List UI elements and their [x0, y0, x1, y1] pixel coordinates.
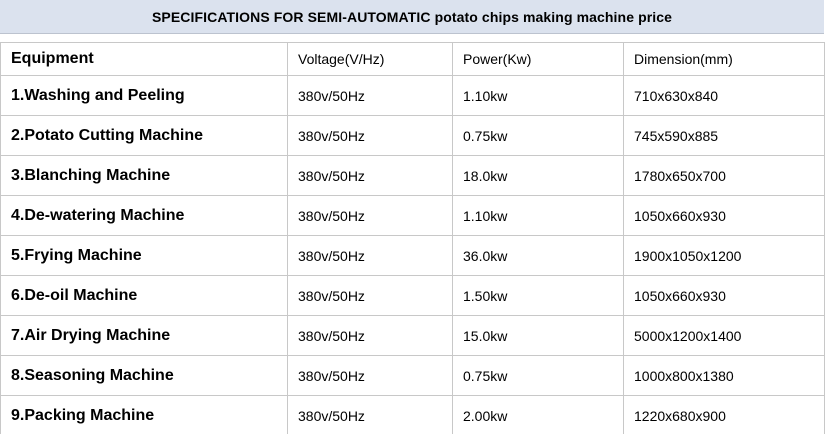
dimension-cell: 1000x800x1380 — [624, 356, 825, 396]
power-cell: 0.75kw — [453, 116, 624, 156]
column-header-voltage: Voltage(V/Hz) — [288, 43, 453, 76]
specifications-table — [0, 42, 825, 434]
table-row — [1, 156, 825, 196]
table-row — [1, 236, 825, 276]
table-title: SPECIFICATIONS FOR SEMI-AUTOMATIC potato chips making machine price — [0, 0, 824, 34]
dimension-cell: 1050x660x930 — [624, 196, 825, 236]
equipment-cell: 2.Potato Cutting Machine — [1, 116, 288, 156]
voltage-cell: 380v/50Hz — [288, 316, 453, 356]
power-cell: 0.75kw — [453, 356, 624, 396]
table-row — [1, 116, 825, 156]
header-row — [1, 43, 825, 76]
equipment-cell: 8.Seasoning Machine — [1, 356, 288, 396]
dimension-cell: 745x590x885 — [624, 116, 825, 156]
power-cell: 1.50kw — [453, 276, 624, 316]
voltage-cell: 380v/50Hz — [288, 396, 453, 434]
table-row — [1, 196, 825, 236]
equipment-cell: 6.De-oil Machine — [1, 276, 288, 316]
table-row — [1, 356, 825, 396]
voltage-cell: 380v/50Hz — [288, 156, 453, 196]
equipment-cell: 3.Blanching Machine — [1, 156, 288, 196]
power-cell: 1.10kw — [453, 76, 624, 116]
voltage-cell: 380v/50Hz — [288, 116, 453, 156]
column-header-dimension: Dimension(mm) — [624, 43, 825, 76]
equipment-cell: 7.Air Drying Machine — [1, 316, 288, 356]
table-row — [1, 76, 825, 116]
power-cell: 18.0kw — [453, 156, 624, 196]
equipment-cell: 4.De-watering Machine — [1, 196, 288, 236]
column-header-power: Power(Kw) — [453, 43, 624, 76]
dimension-cell: 5000x1200x1400 — [624, 316, 825, 356]
dimension-cell: 710x630x840 — [624, 76, 825, 116]
dimension-cell: 1220x680x900 — [624, 396, 825, 434]
equipment-cell: 1.Washing and Peeling — [1, 76, 288, 116]
power-cell: 2.00kw — [453, 396, 624, 434]
dimension-cell: 1780x650x700 — [624, 156, 825, 196]
power-cell: 15.0kw — [453, 316, 624, 356]
column-header-equipment: Equipment — [1, 43, 288, 76]
dimension-cell: 1900x1050x1200 — [624, 236, 825, 276]
table-row — [1, 276, 825, 316]
power-cell: 36.0kw — [453, 236, 624, 276]
dimension-cell: 1050x660x930 — [624, 276, 825, 316]
power-cell: 1.10kw — [453, 196, 624, 236]
voltage-cell: 380v/50Hz — [288, 76, 453, 116]
voltage-cell: 380v/50Hz — [288, 236, 453, 276]
voltage-cell: 380v/50Hz — [288, 276, 453, 316]
table-row — [1, 396, 825, 434]
equipment-cell: 5.Frying Machine — [1, 236, 288, 276]
voltage-cell: 380v/50Hz — [288, 356, 453, 396]
equipment-cell: 9.Packing Machine — [1, 396, 288, 434]
table-row — [1, 316, 825, 356]
voltage-cell: 380v/50Hz — [288, 196, 453, 236]
